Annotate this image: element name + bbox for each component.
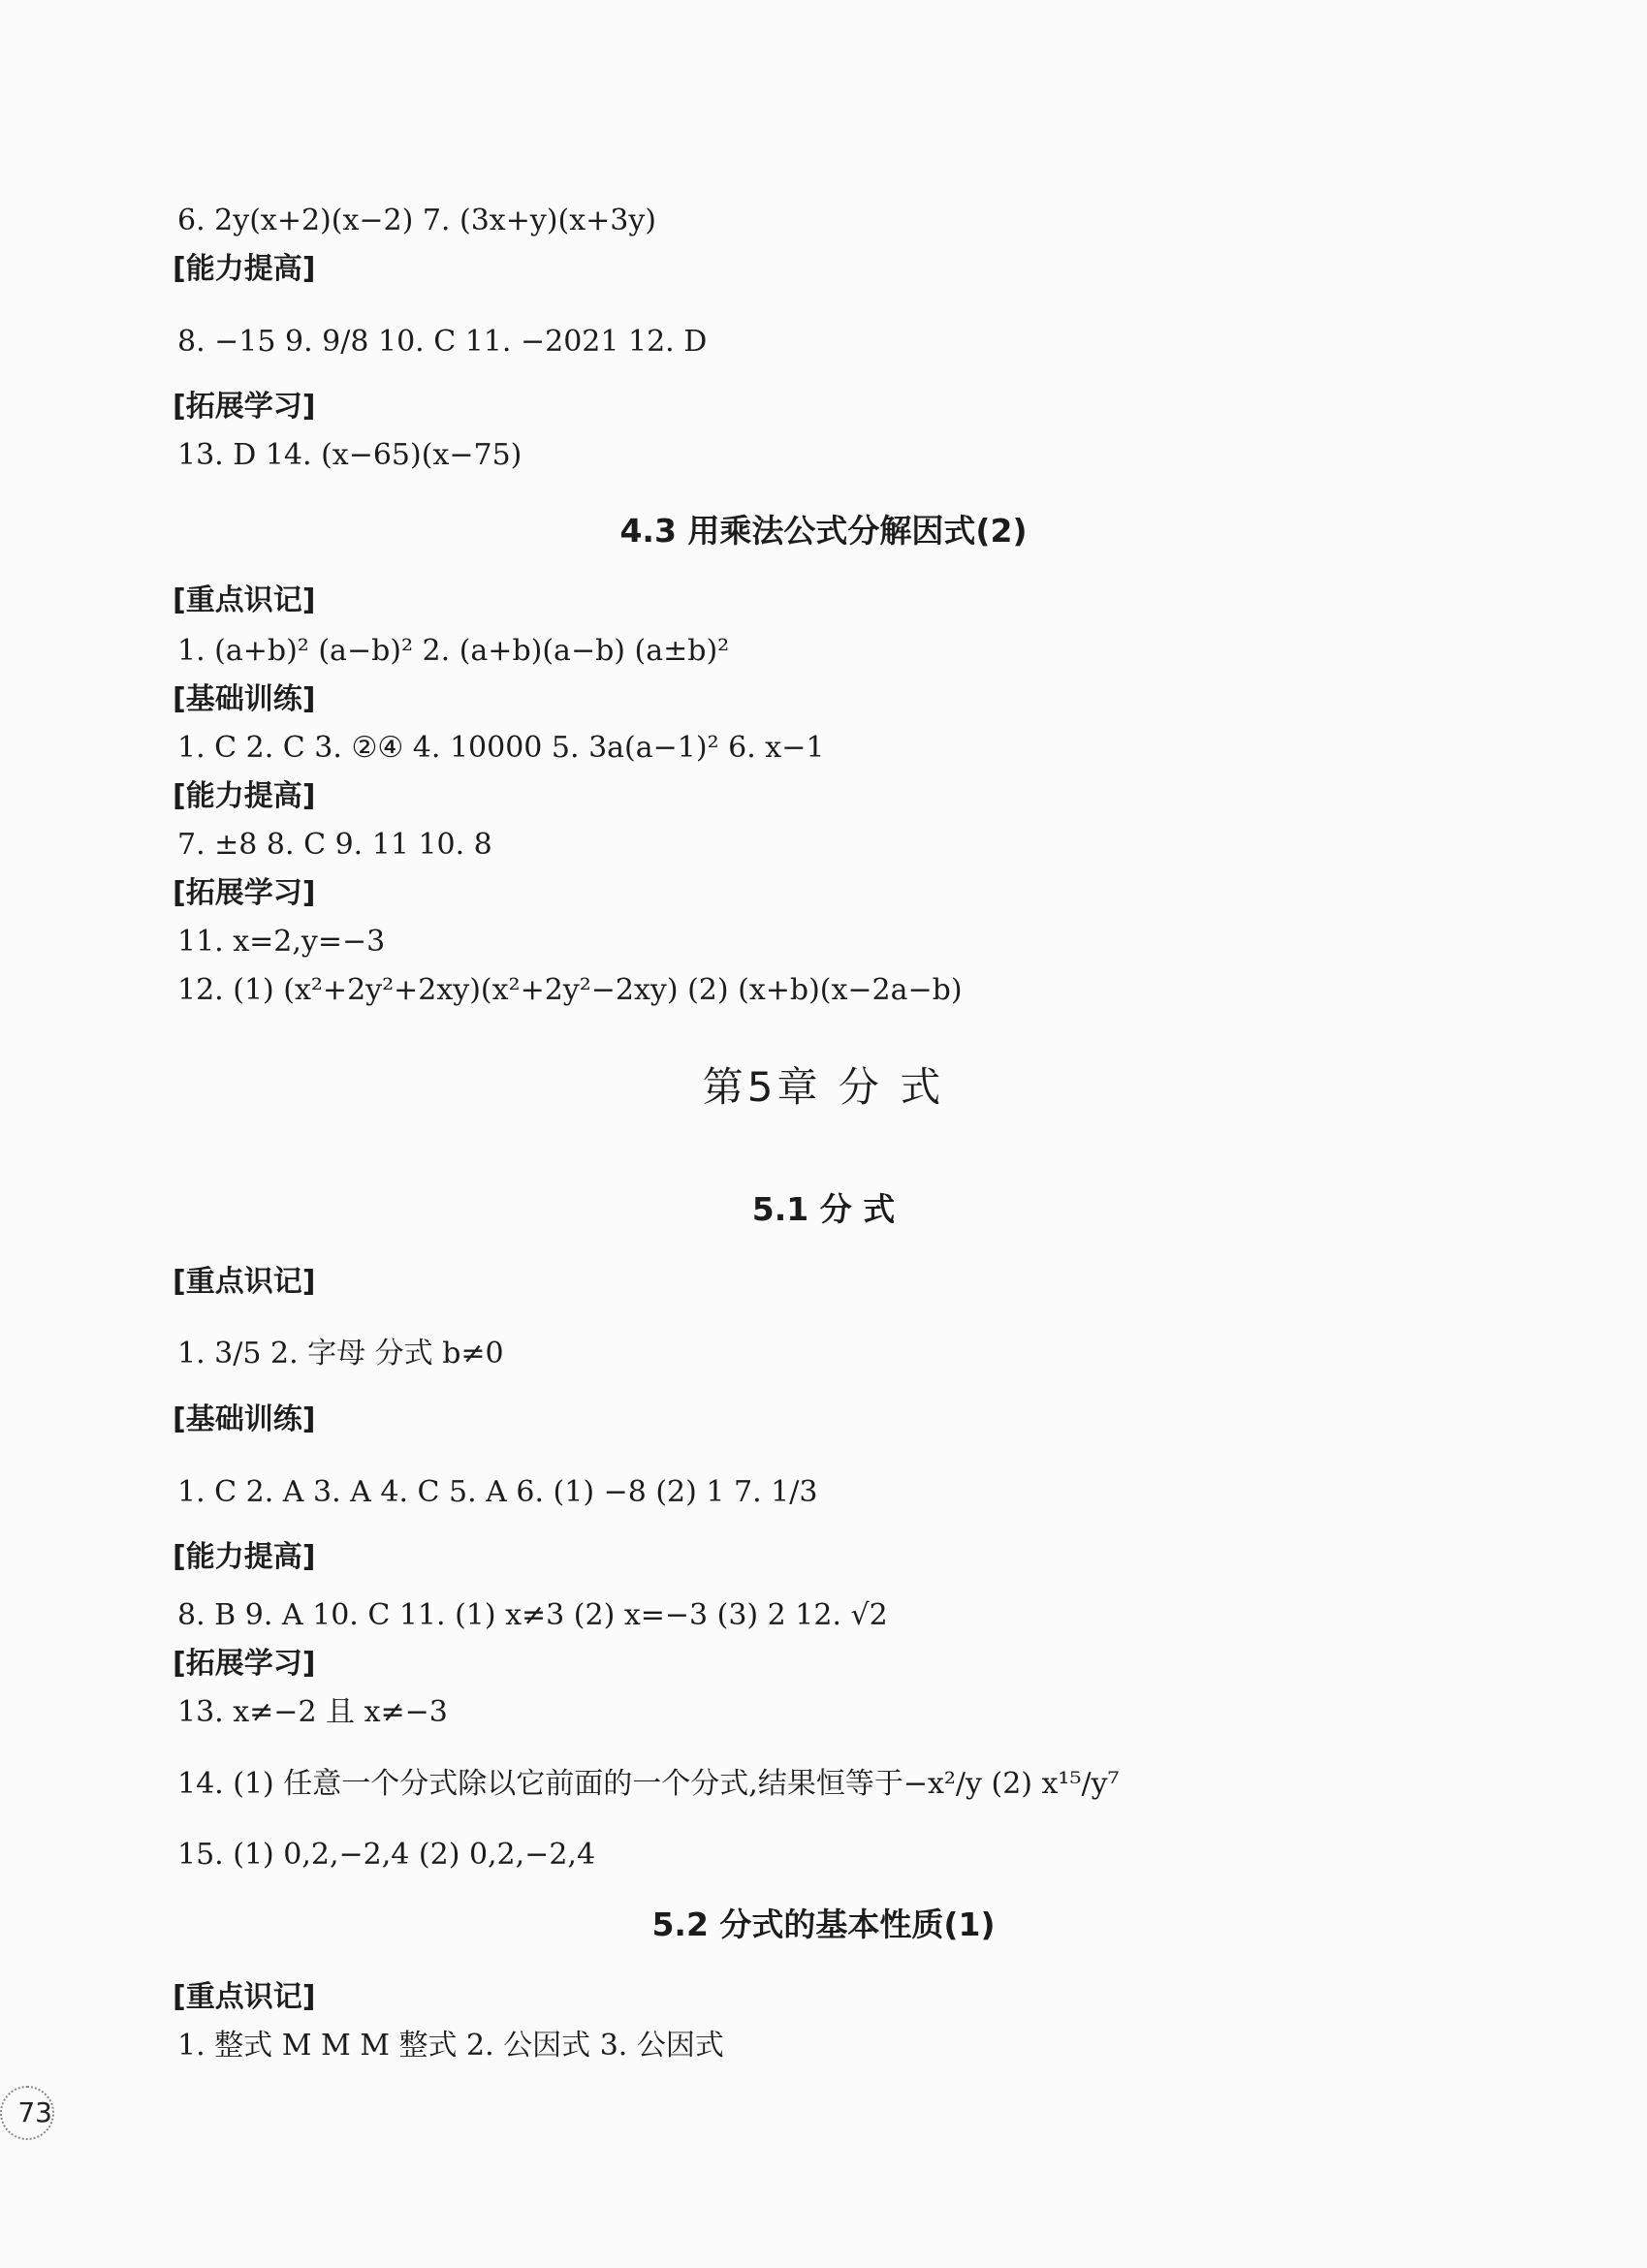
section-tag: [能力提高]: [173, 779, 316, 813]
answer-line: 13. D 14. (x−65)(x−75): [177, 438, 523, 472]
answer-line: 1. C 2. A 3. A 4. C 5. A 6. (1) −8 (2) 1 7. 1/3: [177, 1475, 818, 1509]
section-tag: [基础训练]: [173, 682, 316, 716]
section-tag: [能力提高]: [173, 252, 316, 286]
section-tag: [重点识记]: [173, 1265, 316, 1299]
section-tag: [能力提高]: [173, 1540, 316, 1574]
section-heading: 4.3 用乘法公式分解因式(2): [619, 512, 1028, 550]
section-heading: 5.2 分式的基本性质(1): [651, 1906, 996, 1943]
section-tag: [重点识记]: [173, 1980, 316, 2014]
answer-line: 8. −15 9. 9/8 10. C 11. −2021 12. D: [177, 325, 708, 359]
answer-line: 1. C 2. C 3. ②④ 4. 10000 5. 3a(a−1)² 6. x−1: [177, 731, 825, 765]
answer-line: 1. (a+b)² (a−b)² 2. (a+b)(a−b) (a±b)²: [177, 634, 730, 668]
answer-line: 13. x≠−2 且 x≠−3: [177, 1695, 448, 1729]
answer-line: 14. (1) 任意一个分式除以它前面的一个分式,结果恒等于−x²/y (2) x¹⁵/y⁷: [177, 1767, 1120, 1801]
answer-line: 1. 整式 M M M 整式 2. 公因式 3. 公因式: [177, 2029, 724, 2063]
answer-line: 8. B 9. A 10. C 11. (1) x≠3 (2) x=−3 (3) 2 12. √2: [177, 1598, 888, 1632]
section-tag: [拓展学习]: [173, 876, 316, 910]
section-tag: [拓展学习]: [173, 390, 316, 424]
page-number: 73: [0, 2086, 54, 2140]
chapter-heading: 第5章 分 式: [702, 1063, 945, 1111]
answer-line: 15. (1) 0,2,−2,4 (2) 0,2,−2,4: [177, 1838, 596, 1872]
section-heading: 5.1 分 式: [751, 1190, 896, 1228]
section-tag: [重点识记]: [173, 583, 316, 617]
answer-line: 6. 2y(x+2)(x−2) 7. (3x+y)(x+3y): [177, 204, 656, 237]
answer-line: 1. 3/5 2. 字母 分式 b≠0: [177, 1337, 504, 1370]
answer-line: 11. x=2,y=−3: [177, 925, 386, 959]
section-tag: [拓展学习]: [173, 1647, 316, 1681]
answer-line: 7. ±8 8. C 9. 11 10. 8: [177, 828, 492, 862]
section-tag: [基础训练]: [173, 1402, 316, 1436]
answer-line: 12. (1) (x²+2y²+2xy)(x²+2y²−2xy) (2) (x+b)(x−2a−b): [177, 973, 963, 1007]
